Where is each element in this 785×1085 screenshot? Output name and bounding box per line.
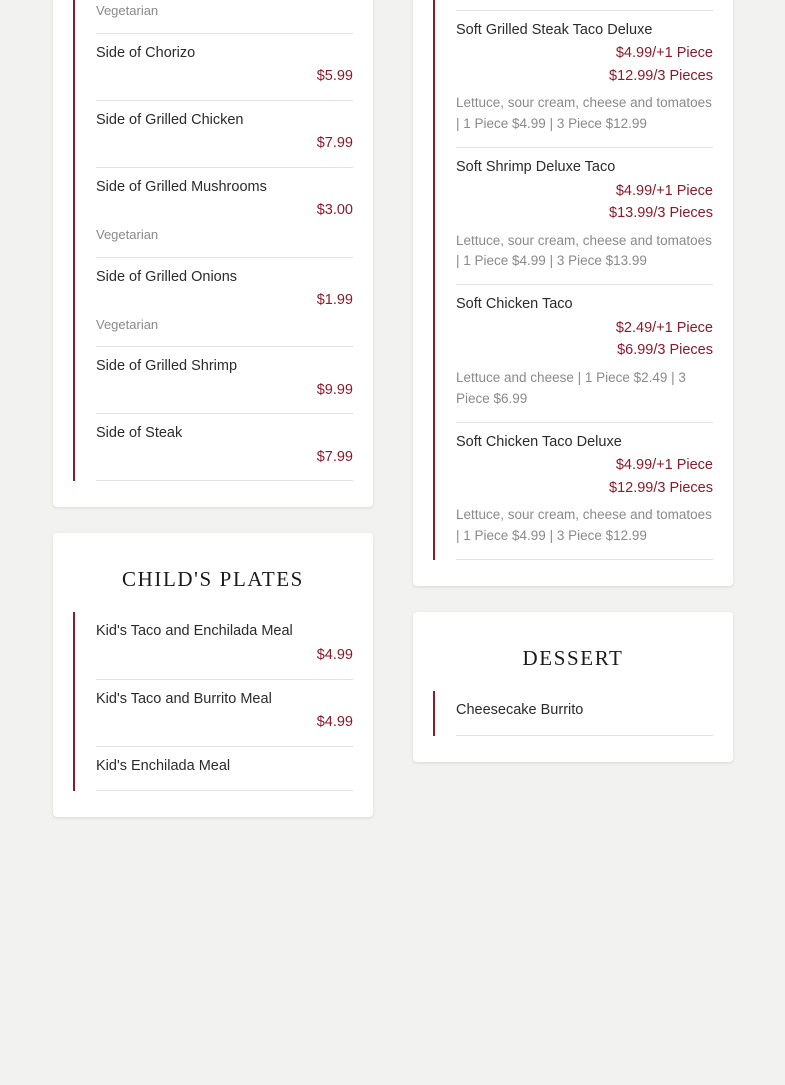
menu-item[interactable] <box>456 691 713 736</box>
menu-item[interactable] <box>456 148 713 285</box>
menu-item-price <box>456 454 713 499</box>
menu-card-childs-plates <box>53 533 373 817</box>
menu-item[interactable] <box>456 285 713 422</box>
menu-item-name: Side of Grilled Mushrooms <box>96 178 267 195</box>
menu-item-note: Vegetarian <box>96 316 159 332</box>
price-value: $4.99/+1 Piece <box>615 182 713 199</box>
price-value: $13.99/3 Pieces <box>609 205 713 222</box>
price-value: $7.99 <box>316 449 353 465</box>
price-value: $4.99/+1 Piece <box>615 457 713 474</box>
price-value: $6.99/3 Pieces <box>617 342 713 359</box>
menu-item[interactable] <box>96 414 353 481</box>
menu-items-list <box>73 0 353 481</box>
menu-item-name: Side of Chorizo <box>96 44 196 61</box>
menu-item[interactable] <box>96 747 353 792</box>
menu-item-name: Side of Steak <box>96 425 183 442</box>
menu-item[interactable] <box>96 680 353 747</box>
right-column <box>413 0 733 788</box>
menu-item[interactable] <box>96 258 353 348</box>
menu-item-name: Soft Shrimp Deluxe Taco <box>456 159 616 175</box>
menu-item-price <box>96 132 353 154</box>
menu-items-list <box>73 612 353 791</box>
menu-item-note: Vegetarian <box>96 226 159 242</box>
menu-item-price <box>96 446 353 468</box>
price-value: $4.99 <box>316 647 353 664</box>
menu-item-price <box>456 180 713 225</box>
price-value: $12.99/3 Pieces <box>609 67 713 84</box>
menu-items-list <box>433 0 713 560</box>
menu-item[interactable] <box>96 347 353 414</box>
price-value: $5.99 <box>316 68 353 85</box>
menu-item-name: Kid's Enchilada Meal <box>96 757 231 774</box>
menu-item-name: Side of Grilled Chicken <box>96 111 244 128</box>
menu-item[interactable] <box>96 168 353 258</box>
menu-item-name: Soft Grilled Steak Taco Deluxe <box>456 21 653 38</box>
menu-item[interactable] <box>96 101 353 168</box>
menu-item-name: Kid's Taco and Enchilada Meal <box>96 623 293 640</box>
card-title: CHILD'S PLATES <box>122 567 304 592</box>
price-value: $4.99/+1 Piece <box>615 45 713 62</box>
card-title: DESSERT <box>522 646 624 671</box>
menu-item[interactable] <box>456 423 713 560</box>
menu-item-price <box>96 199 353 221</box>
menu-item-name: Side of Grilled Shrimp <box>96 358 238 375</box>
menu-item-name: Kid's Taco and Burrito Meal <box>96 690 272 707</box>
price-value: $12.99/3 Pieces <box>609 479 713 496</box>
menu-item-price <box>96 65 353 87</box>
price-value: $3.00 <box>316 202 353 219</box>
menu-item-name: Side of Grilled Onions <box>96 268 238 285</box>
menu-item[interactable] <box>456 0 713 11</box>
menu-item-description: Lettuce and cheese | 1 Piece $2.49 | 3 Piece $6.99 <box>456 369 686 406</box>
left-column <box>53 0 373 843</box>
price-value: $1.99 <box>316 292 353 309</box>
menu-card-sides <box>53 0 373 507</box>
menu-item-price <box>96 644 353 666</box>
menu-items-list <box>433 691 713 736</box>
menu-item-price <box>456 42 713 87</box>
menu-item-name: Cheesecake Burrito <box>456 702 584 719</box>
menu-item-description: Lettuce, sour cream, cheese and tomatoes | 1 Piece $4.99 | 3 Piece $13.99 <box>456 232 712 269</box>
menu-item-description: Lettuce, sour cream, cheese and tomatoes | 1 Piece $4.99 | 3 Piece $12.99 <box>456 507 712 544</box>
menu-item-note: Vegetarian <box>96 2 159 18</box>
price-value: $2.49/+1 Piece <box>615 319 713 336</box>
menu-item-price <box>456 317 713 362</box>
menu-item-name: Soft Chicken Taco <box>456 296 573 313</box>
price-value: $4.99 <box>316 714 353 731</box>
menu-item[interactable] <box>96 612 353 679</box>
menu-item-description: Lettuce, sour cream, cheese and tomatoes | 1 Piece $4.99 | 3 Piece $12.99 <box>456 95 712 132</box>
menu-card-tacos <box>413 0 733 586</box>
menu-card-dessert <box>413 612 733 762</box>
menu-item-name: Soft Chicken Taco Deluxe <box>456 433 622 450</box>
menu-item-price <box>96 379 353 401</box>
menu-item[interactable] <box>456 11 713 148</box>
price-value: $9.99 <box>316 381 353 398</box>
menu-item-price <box>96 711 353 733</box>
menu-item-price <box>96 289 353 311</box>
price-value: $7.99 <box>316 135 353 152</box>
menu-item[interactable] <box>96 0 353 34</box>
menu-item[interactable] <box>96 34 353 101</box>
